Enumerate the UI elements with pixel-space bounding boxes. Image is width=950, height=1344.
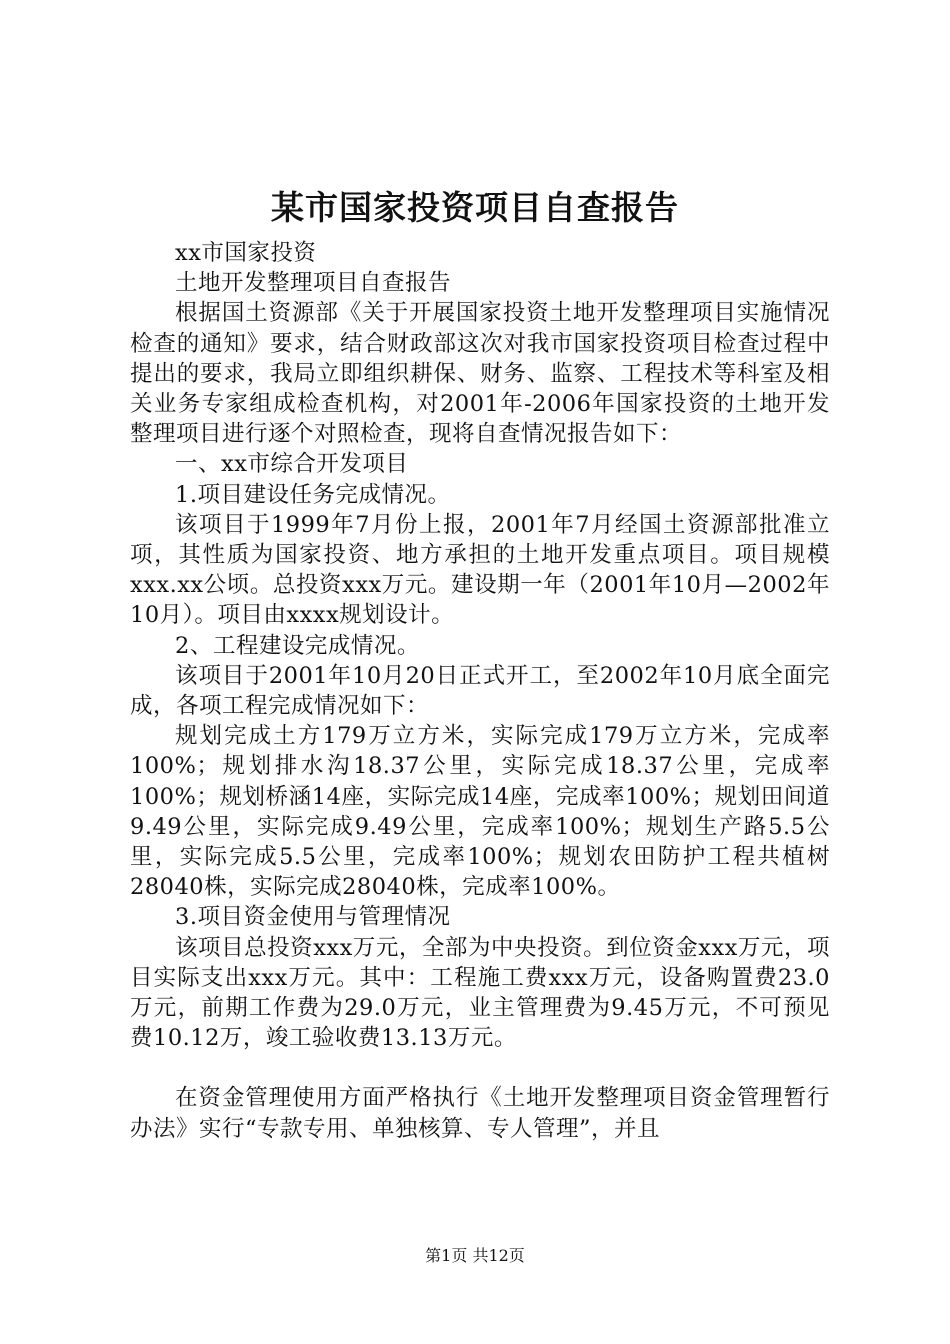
heading-line-2: 土地开发整理项目自查报告 bbox=[175, 270, 452, 297]
subsection-heading-3: 3.项目资金使用与管理情况 bbox=[175, 904, 451, 931]
intro-paragraph: 根据国土资源部《关于开展国家投资土地开发整理项目实施情况检查的通知》要求，结合财政部这次对我市国家投资项目检查过程中提出的要求，我局立即组织耕保、财务、监察、工程技术等科室及相关业务专家组成检查机构，对2001年-2006年国家投资的土地开发整理项目进行逐个对照检查，现将自查情况报告如下： bbox=[130, 300, 830, 448]
heading-line-1: xx市国家投资 bbox=[175, 240, 317, 266]
document-title: 某市国家投资项目自查报告 bbox=[271, 188, 679, 227]
page-footer: 第1页 共12页 bbox=[425, 1246, 525, 1265]
construction-paragraph: 该项目于2001年10月20日正式开工，至2002年10月底全面完成，各项工程完成情况如下： bbox=[130, 662, 830, 720]
subsection-heading-1: 1.项目建设任务完成情况。 bbox=[175, 481, 451, 508]
funding-paragraph: 该项目总投资xxx万元，全部为中央投资。到位资金xxx万元，项目实际支出xxx万元。其中：工程施工费xxx万元，设备购置费23.0万元，前期工作费为29.0万元，业主管理费为9.45万元，不可预见费10.12万，竣工验收费13.13万元。 bbox=[130, 934, 830, 1052]
subsection-heading-2: 2、工程建设完成情况。 bbox=[175, 632, 420, 659]
document-body bbox=[130, 238, 830, 1144]
fund-management-paragraph: 在资金管理使用方面严格执行《土地开发整理项目资金管理暂行办法》实行“专款专用、单独核算、专人管理”，并且 bbox=[130, 1085, 830, 1142]
section-heading-1: 一、xx市综合开发项目 bbox=[175, 451, 409, 478]
completion-details-paragraph: 规划完成土方179万立方米，实际完成179万立方米，完成率100%；规划排水沟18.37公里，实际完成18.37公里，完成率100%；规划桥涵14座，实际完成14座，完成率100%；规划田间道9.49公里，实际完成9.49公里，完成率100%；规划生产路5.5公里，实际完成5.5公里，完成率100%；规划农田防护工程共植树28040株，实际完成28040株，完成率100%。 bbox=[130, 723, 830, 901]
project-overview-paragraph: 该项目于1999年7月份上报，2001年7月经国土资源部批准立项，其性质为国家投资、地方承担的土地开发重点项目。项目规模xxx.xx公顷。总投资xxx万元。建设期一年（2001年10月—2002年10月）。项目由xxxx规划设计。 bbox=[130, 511, 830, 629]
